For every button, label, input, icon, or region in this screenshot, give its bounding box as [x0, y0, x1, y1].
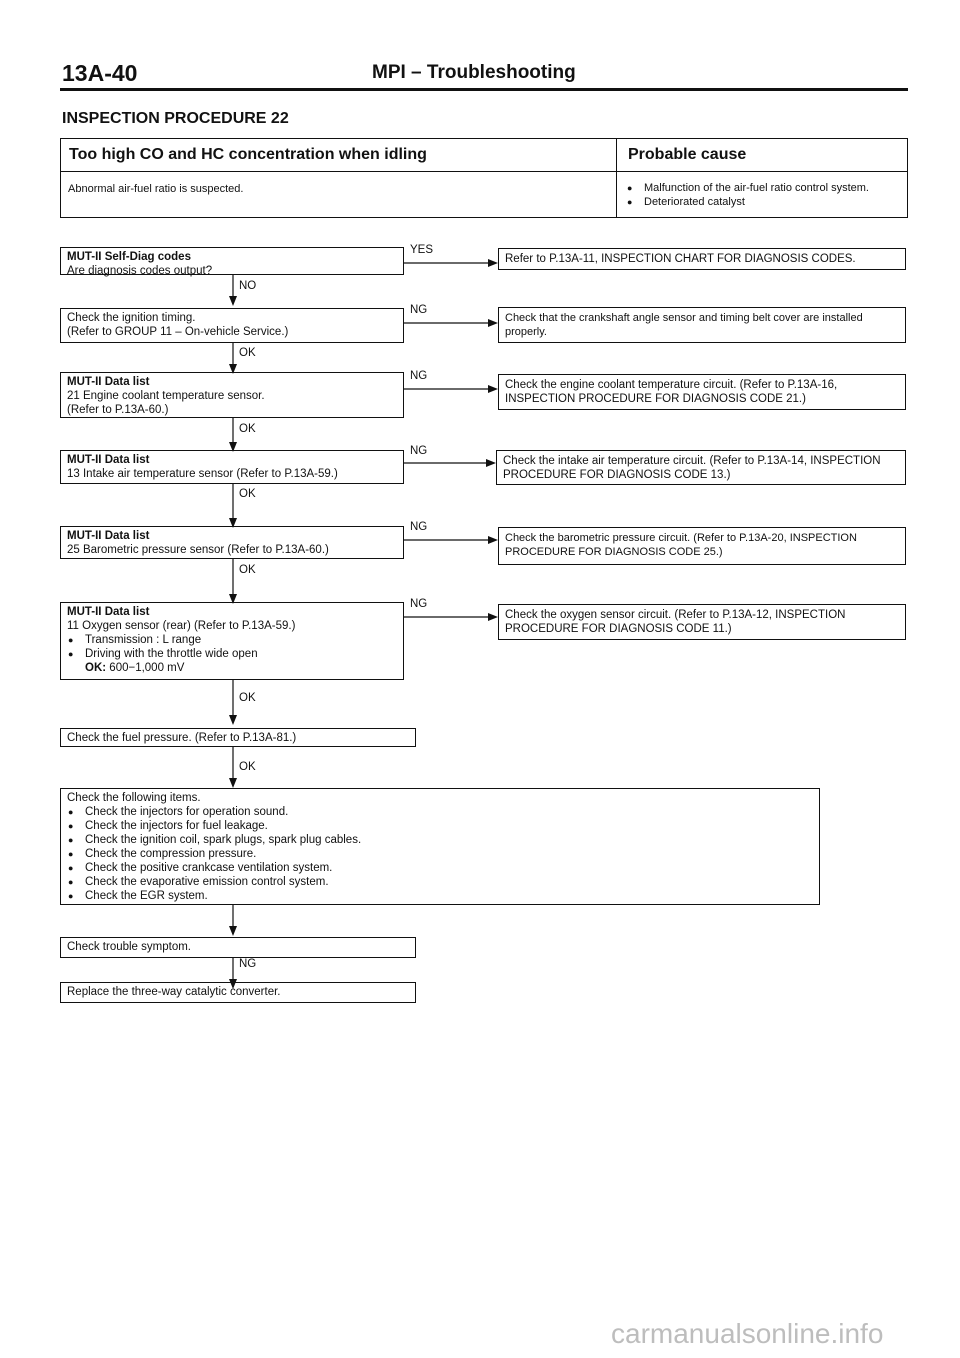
ng-label: NG [410, 445, 428, 457]
step-o2-ok-value: 600−1,000 mV [109, 662, 185, 674]
result-baro-circuit: Check the barometric pressure circuit. (Refer to P.13A-20, INSPECTION PROCEDURE FOR DIAGNOSIS CODE 25.) [498, 527, 906, 565]
check-item: ● Check the EGR system. [67, 889, 813, 903]
check-item: ● Check the ignition coil, spark plugs, spark plug cables. [67, 833, 813, 847]
ok-label: OK [239, 347, 256, 359]
section-title: MPI – Troubleshooting [372, 62, 576, 83]
step-replace-catalyst: Replace the three-way catalytic converter. [60, 982, 416, 1003]
symptom-heading: Too high CO and HC concentration when idling [69, 146, 427, 163]
step-intake-air-sensor [60, 450, 404, 484]
check-item: ● Check the evaporative emission control system. [67, 875, 813, 889]
page-number: 13A-40 [62, 60, 138, 86]
cause-item: ● Malfunction of the air-fuel ratio control system. [626, 181, 869, 195]
result-intake-circuit: Check the intake air temperature circuit. (Refer to P.13A-14, INSPECTION PROCEDURE FOR DIAGNOSIS CODE 13.) [496, 450, 906, 485]
cause-heading: Probable cause [628, 146, 747, 163]
step-o2-condition: ● Transmission : L range [67, 633, 397, 647]
check-item: ● Check the positive crankcase ventilation system. [67, 861, 813, 875]
ng-label: NG [410, 598, 428, 610]
step-baro-title: MUT-II Data list [67, 530, 150, 542]
step-baro-line1: 25 Barometric pressure sensor (Refer to P.13A-60.) [67, 544, 329, 556]
procedure-title: INSPECTION PROCEDURE 22 [62, 110, 289, 127]
cause-item: ● Deteriorated catalyst [626, 195, 869, 209]
step-oxygen-sensor [60, 602, 404, 680]
ok-label: OK [239, 692, 256, 704]
step-ignition-line1: Check the ignition timing. [67, 312, 196, 324]
step-o2-line1: 11 Oxygen sensor (rear) (Refer to P.13A-59.) [67, 620, 296, 632]
step-o2-ok-prefix: OK: [85, 662, 107, 674]
ng-label: NG [410, 370, 428, 382]
step-barometric-sensor [60, 526, 404, 559]
step-coolant-sensor [60, 372, 404, 418]
step-o2-condition: ● Driving with the throttle wide open [67, 647, 397, 661]
step-coolant-title: MUT-II Data list [67, 376, 150, 388]
yes-label: YES [410, 244, 434, 256]
ng-label: NG [410, 304, 428, 316]
step-coolant-line1: 21 Engine coolant temperature sensor. [67, 390, 265, 402]
ok-label: OK [239, 488, 256, 500]
no-label: NO [239, 280, 257, 292]
ok-label: OK [239, 423, 256, 435]
step-self-diag-title: MUT-II Self-Diag codes [67, 251, 191, 263]
result-diag-chart: Refer to P.13A-11, INSPECTION CHART FOR DIAGNOSIS CODES. [498, 248, 906, 270]
result-coolant-circuit: Check the engine coolant temperature circuit. (Refer to P.13A-16, INSPECTION PROCEDURE FOR DIAGNOSIS CODE 21.) [498, 374, 906, 410]
ok-label: OK [239, 761, 256, 773]
watermark: carmanualsonline.info [611, 1318, 884, 1349]
step-check-intro: Check the following items. [67, 792, 201, 804]
ng-label: NG [239, 958, 257, 970]
check-item: ● Check the injectors for fuel leakage. [67, 819, 813, 833]
check-item: ● Check the injectors for operation sound. [67, 805, 813, 819]
result-crank-sensor: Check that the crankshaft angle sensor and timing belt cover are installed properly. [498, 307, 906, 343]
step-intake-line1: 13 Intake air temperature sensor (Refer to P.13A-59.) [67, 468, 338, 480]
check-item: ● Check the compression pressure. [67, 847, 813, 861]
step-self-diag-question: Are diagnosis codes output? [67, 265, 213, 277]
symptom-text: Abnormal air-fuel ratio is suspected. [68, 183, 244, 195]
ng-label: NG [410, 521, 428, 533]
step-fuel-pressure: Check the fuel pressure. (Refer to P.13A-81.) [60, 728, 416, 747]
step-check-items [60, 788, 820, 905]
step-intake-title: MUT-II Data list [67, 454, 150, 466]
ok-label: OK [239, 564, 256, 576]
step-o2-title: MUT-II Data list [67, 606, 150, 618]
step-trouble-symptom: Check trouble symptom. [60, 937, 416, 958]
step-ignition-line2: (Refer to GROUP 11 – On-vehicle Service.) [67, 326, 289, 338]
step-ignition-timing [60, 308, 404, 343]
result-o2-circuit: Check the oxygen sensor circuit. (Refer to P.13A-12, INSPECTION PROCEDURE FOR DIAGNOSIS CODE 11.) [498, 604, 906, 640]
step-coolant-line2: (Refer to P.13A-60.) [67, 404, 169, 416]
step-self-diag [60, 247, 404, 275]
